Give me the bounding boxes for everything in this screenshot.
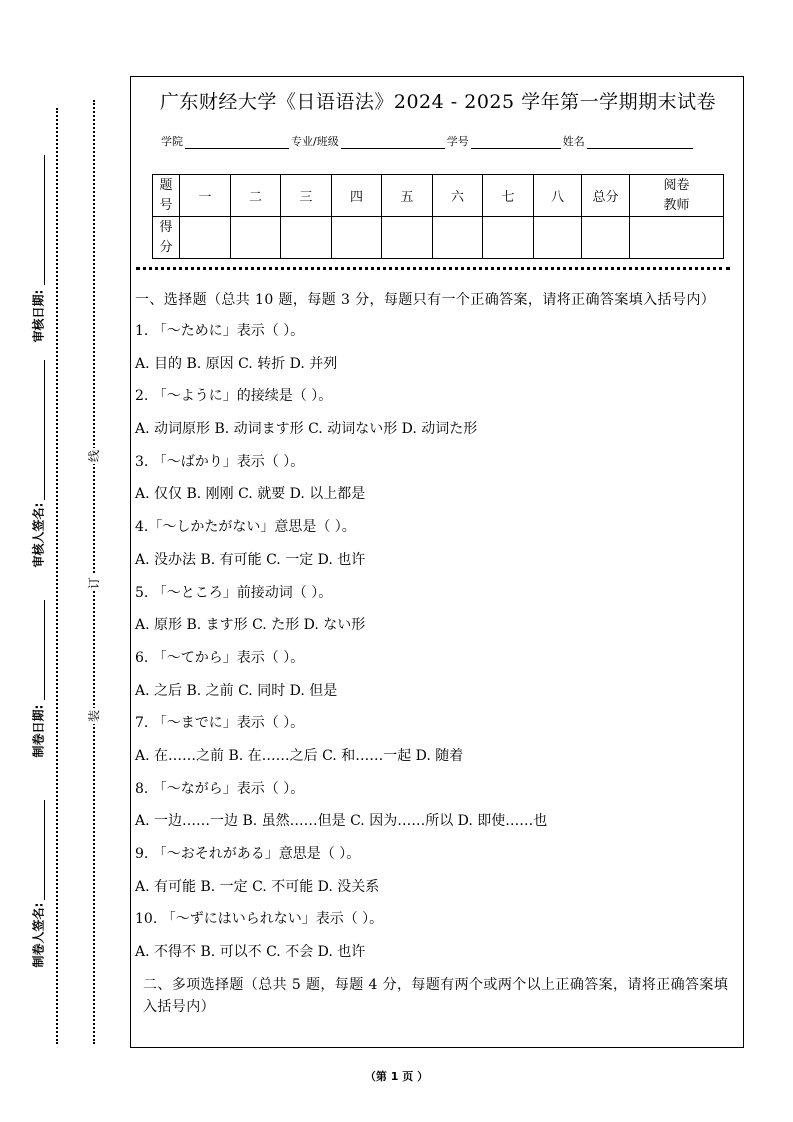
question-options: A. 目的 B. 原因 C. 转折 D. 并列	[135, 355, 338, 372]
question-text: 10. 「～ずにはいられない」表示（ ）。	[135, 911, 384, 928]
question-text: 3. 「～ばかり」表示（ ）。	[135, 453, 305, 470]
question-options: A. 在……之前 B. 在……之后 C. 和……一起 D. 随着	[135, 747, 464, 764]
col-header: 二	[231, 175, 281, 217]
col-header: 四	[332, 175, 382, 217]
section2-heading: 二、多项选择题（总共 5 题，每题 4 分，每题有两个或两个以上正确答案，请将正确答案填入括号内）	[143, 976, 729, 1015]
question-text: 8. 「～ながら」表示（ ）。	[135, 780, 305, 797]
col-header-total: 总分	[582, 175, 630, 217]
col-header: 一	[180, 175, 231, 217]
col-header: 三	[281, 175, 332, 217]
score-cell-total[interactable]	[582, 217, 630, 259]
student-id-label: 学号	[446, 135, 469, 148]
student-id-field[interactable]	[471, 136, 561, 149]
question-options: A. 之后 B. 之前 C. 同时 D. 但是	[135, 682, 338, 699]
review-date-line	[44, 155, 45, 285]
question-text: 4.「～しかたがない」意思是（ ）。	[135, 519, 356, 536]
question-text: 2. 「～ように」的接续是（ ）。	[135, 388, 333, 405]
row-label-defen: 得 分	[153, 217, 180, 259]
exam-frame	[130, 76, 744, 1048]
score-table	[152, 174, 724, 259]
col-header: 七	[483, 175, 534, 217]
score-cell[interactable]	[281, 217, 332, 259]
reviewer-sign-line	[44, 360, 45, 500]
major-field[interactable]	[341, 136, 445, 149]
score-cell[interactable]	[382, 217, 433, 259]
col-header: 六	[433, 175, 483, 217]
exam-content	[135, 289, 739, 1018]
question-options: A. 没办法 B. 有可能 C. 一定 D. 也许	[135, 551, 366, 568]
score-cell[interactable]	[483, 217, 534, 259]
page-number: （第 1 页 ）	[364, 1070, 429, 1083]
major-label: 专业/班级	[291, 135, 339, 148]
reviewer-sign-label: 审核人签名:	[31, 502, 46, 568]
review-date-label: 审核日期:	[31, 289, 46, 343]
row-label-tihao: 题 号	[153, 175, 180, 217]
question-text: 9. 「～おそれがある」意思是（ ）。	[135, 846, 361, 862]
binding-char-xian: 线	[87, 450, 101, 463]
exam-title: 广东财经大学《日语语法》2024 - 2025 学年第一学期期末试卷	[159, 91, 717, 113]
section1-heading: 一、选择题（总共 10 题，每题 3 分，每题只有一个正确答案，请将正确答案填入括号内）	[135, 292, 716, 308]
question-options: A. 不得不 B. 可以不 C. 不会 D. 也许	[135, 944, 366, 961]
score-cell[interactable]	[534, 217, 582, 259]
college-label: 学院	[161, 135, 183, 148]
col-header: 八	[534, 175, 582, 217]
col-header-grader: 阅卷 教师	[630, 175, 724, 217]
col-header: 五	[382, 175, 433, 217]
college-field[interactable]	[185, 136, 289, 149]
grader-cell[interactable]	[630, 217, 724, 259]
question-options: A. 有可能 B. 一定 C. 不可能 D. 没关系	[135, 878, 380, 895]
binding-char-zhuang: 装	[87, 710, 101, 723]
name-field[interactable]	[587, 136, 693, 149]
make-date-label: 制卷日期:	[31, 704, 46, 758]
score-cell[interactable]	[433, 217, 483, 259]
dotted-separator	[136, 267, 730, 270]
question-options: A. 仅仅 B. 刚刚 C. 就要 D. 以上都是	[135, 486, 366, 503]
binding-char-ding: 订	[87, 577, 101, 590]
name-label: 姓名	[562, 135, 585, 148]
maker-sign-label: 制卷人签名:	[31, 902, 46, 968]
score-cell[interactable]	[332, 217, 382, 259]
question-options: A. 动词原形 B. 动词ます形 C. 动词ない形 D. 动词た形	[135, 421, 478, 438]
question-text: 6. 「～てから」表示（ ）。	[135, 649, 305, 666]
outer-dotted-line	[56, 108, 58, 1044]
question-text: 5. 「～ところ」前接动词（ ）。	[135, 584, 333, 601]
question-text: 1. 「～ために」表示（ ）。	[135, 323, 305, 339]
student-info-row	[161, 133, 695, 149]
score-cell[interactable]	[180, 217, 231, 259]
binding-dotted-line	[93, 100, 95, 1044]
question-text: 7. 「～までに」表示（ ）。	[135, 715, 305, 732]
score-cell[interactable]	[231, 217, 281, 259]
question-options: A. 一边……一边 B. 虽然……但是 C. 因为……所以 D. 即使……也	[135, 813, 548, 830]
maker-sign-line	[44, 800, 45, 900]
make-date-line	[44, 600, 45, 700]
question-options: A. 原形 B. ます形 C. た形 D. ない形	[135, 617, 366, 634]
